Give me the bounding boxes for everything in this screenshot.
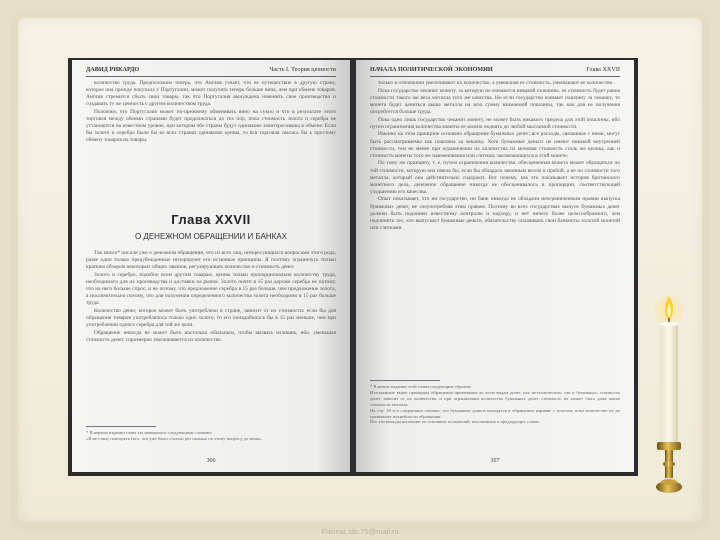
left-body-text [86, 250, 336, 345]
footnote-rule [86, 426, 156, 427]
right-running-head [370, 64, 620, 77]
right-body-text [370, 80, 620, 233]
right-running-head-chapter: Глава XXVII [586, 66, 620, 73]
right-running-head-book: НАЧАЛА ПОЛИТИЧЕСКОЙ ЭКОНОМИИ [370, 66, 493, 73]
footnote: * В первом издании глава эта начиналась следующими словами: [86, 430, 212, 435]
footnote: На стр. 18 и в следующих сказано, что бумажные деньги находятся в обращении наравне с золотом, пока количество их не превышает потребности обращения. [370, 407, 620, 419]
footnote: «Я не стану повторять того, что уже было столько раз сказано по этому вопросу до меня». [86, 435, 263, 441]
paragraph: Положим, что Португалия может по-прежнему обменивать вино на сукно и что в результате этого торговля между обеими странами будет продолжаться до тех пор, пока стоимость золота и серебра не установится на известном уровне, при котором обе страны будут одинаково заинтересованы в обмене. Если бы золото и серебро были бы во всех странах одинаково ценны, то вся торговля свелась бы к простому обмену товаров на товары. [86, 108, 336, 144]
left-top-text [86, 80, 336, 145]
chapter-subtitle: О ДЕНЕЖНОМ ОБРАЩЕНИИ И БАНКАХ [134, 232, 288, 241]
footnote: Все эти выводы вытекают из основных положений, изложенных в предыдущих главах. [370, 419, 541, 425]
left-page [72, 60, 350, 472]
left-running-head-author: ДАВИД РИКАРДО [86, 66, 140, 73]
paragraph: Так много* писали уже о денежном обращении, что из всех лиц, интересующихся вопросами этого рода, разве одни только предубежденные игнорируют его истинные принципы. Я поэтому ограничусь только кратким обзором некоторых общих законов, регулирующих количество и стоимость денег. [86, 250, 336, 271]
paragraph: Обращение никогда не может быть настолько обильным, чтобы вызвать излишек, ибо, уменьшая стоимость денег, соразмерно увеличивается их количество. [86, 329, 336, 343]
author-credit: FokinaLida.75@mail.ru [321, 527, 399, 536]
paragraph: Золото и серебро, подобно всем другим товарам, ценны только пропорционально количеству труда, необходимого для их производства и доставки на рынок. Золото почти в 15 раз дороже серебра не потому, что на него больше спрос, и не потому, что предложение серебра в 15 раз больше, чем предложение золота, а исключительно потому, что для получения определенного количества золота необходимо в 15 раз больше труда. [86, 271, 336, 307]
paragraph: Количество денег, которое может быть употреблено в стране, зависит от их стоимости: если бы для обращения товаров употреблялось только одно золото, то его понадобилось бы в 15 раз меньше, чем при употреблении одного серебра для той же цели. [86, 307, 336, 329]
footnote: * В новом издании этой главы следующим образом: [370, 384, 472, 389]
paragraph: Пока одно лишь государство чеканит монету, не может быть никакого предела для этой пошлины, ибо путем ограничения количества монеты ее можно поднять до любой мыслимой стоимости. [370, 116, 620, 130]
right-page [356, 60, 634, 472]
paragraph: Опыт показывает, что ни государство, ни банк никогда не обладали неограниченным правом выпуска бумажных денег, не злоупотребляя этим правом. Поэтому во всех государствах выпуск бумажных денег должен быть подчинен известному контролю и надзору, и нет ничего более целесообразного, чем подчинить тех, кто выпускает бумажные деньги, обязательству оплачивать свои банкноты золотой монетой или слитками. [370, 196, 620, 231]
left-running-head [86, 64, 336, 77]
right-page-number: 307 [490, 458, 500, 464]
left-running-head-part: Часть I. Теория ценности [269, 66, 336, 73]
chapter-title: Глава XXVII [171, 212, 251, 227]
paragraph: По тому же принципу, т. е. путем ограничения количества, обесцененная монета может обращаться по той стоимости, которую она имела бы, если бы обладала законным весом и пробой, а не по стоимости того металла, который она действительно содержит. Вот почему, как это показывает история британского монетного дела, денежное обращение никогда не обесценивалось в пропорции, соответствующей ухудшению его качества. [370, 160, 620, 195]
paragraph: количество труда. Предположим теперь, что Англия узнает, что ее путешествие в другую страну, которое она прежде покупала у Португалии, может получать теперь больше вина, чем при обмене товаров. Англия стремится сбыть свои товары, так что Португалия вынуждена изменить свое производство и создавать ту же ценность с другим количеством труда. [86, 80, 336, 108]
footnote: Изложенные выше принципы обращения применимы ко всем видам денег, как металлических, так и бумажных; стоимость денег зависит от их количества, и при ограничении количества бумажных денег стоимость их может быть даже выше стоимости металла. [370, 389, 620, 407]
left-page-number: 306 [206, 458, 216, 464]
paragraph: Именно на этом принципе основано обращение бумажных денег; все расходы, связанные с ними, могут быть рассматриваемы как пошлина за чеканку. Хотя бумажные деньги не имеют никакой внутренней стоимости, тем не менее при ограничении их количества их меновая стоимость столь же велика, как и стоимость монеты того же наименования или слитков, заключающихся в этой монете. [370, 131, 620, 159]
candle-icon [644, 290, 694, 510]
paragraph: только в отношении увеличивают их количество, а уменьшая ее стоимость, уменьшают ее количество. [378, 80, 614, 86]
open-book-scan [68, 58, 638, 476]
left-footnotes [86, 430, 336, 442]
right-footnotes [370, 384, 620, 425]
paragraph: Пока государство чеканит монету, за которую не взимается никакой пошлины, ее стоимость будет равна стоимости такого же веса металла того же качества. Но если государство взимает пошлину за чеканку, то монета будет цениться выше металла на всю сумму взимаемой пошлины, так как для ее получения потребуется больше труда. [370, 87, 620, 115]
footnote-rule [370, 380, 440, 381]
